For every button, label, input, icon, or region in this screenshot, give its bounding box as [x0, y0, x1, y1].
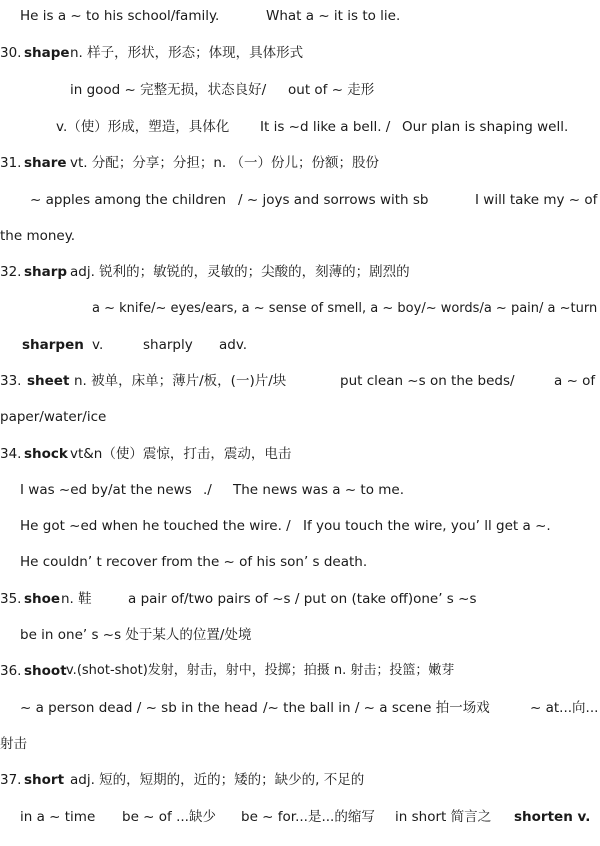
entry-number: 33. [0, 373, 22, 389]
entry-number: 36. [0, 663, 22, 679]
definition: v.(shot-shot)发射，射击，射中，投掷；拍摄 n. 射击；投篮；嫩芽 [66, 663, 455, 678]
example-text: What a ~ it is to lie. [266, 8, 401, 24]
headword: short [24, 772, 65, 788]
example-text: If you touch the wire, you’ ll get a ~. [303, 518, 551, 534]
example-text: a ~ of [554, 373, 596, 389]
definition: adj. 短的，短期的，近的；矮的；缺少的, 不足的 [70, 772, 365, 788]
definition: vt&n（使）震惊，打击，震动，电击 [70, 446, 292, 462]
definition: adj. 锐利的；敏锐的，灵敏的；尖酸的，刻薄的；剧烈的 [70, 264, 410, 280]
entry-number: 31. [0, 155, 22, 171]
part-of-speech: adv. [219, 337, 248, 353]
headword: shoot [24, 663, 67, 679]
example-text: /~ the ball in / ~ a scene 拍一场戏 [263, 700, 490, 716]
headword: sharp [24, 264, 68, 280]
definition: v.（使）形成，塑造，具体化 [56, 119, 230, 135]
example-text: in short 简言之 [395, 809, 492, 825]
part-of-speech: v. [92, 337, 104, 353]
example-text: It is ~d like a bell. / [260, 119, 391, 135]
example-text: be ~ for...是...的缩写 [241, 809, 375, 825]
headword: shape [24, 45, 70, 61]
example-text: ~ at...向... [530, 700, 599, 716]
definition: n. 被单，床单；薄片/板，(一)片/块 [74, 373, 287, 389]
derived-word: sharpen [22, 337, 84, 353]
example-text: I was ~ed by/at the news [20, 482, 192, 498]
example-text: be ~ of ...缺少 [122, 809, 216, 825]
example-text: ./ [203, 482, 212, 498]
example-text: be in one’ s ~s 处于某人的位置/处境 [20, 627, 252, 643]
example-text: ~ apples among the children [30, 192, 227, 208]
headword: sheet [27, 373, 70, 389]
definition: n. 样子，形状，形态；体现，具体形式 [70, 45, 304, 61]
example-text: He couldn’ t recover from the ~ of his son’ s death. [20, 554, 368, 570]
example-text: the money. [0, 228, 76, 244]
example-text: 射击 [0, 736, 27, 752]
derived-word: shorten v. [514, 809, 591, 825]
example-text: Our plan is shaping well. [402, 119, 569, 135]
example-text: out of ~ 走形 [288, 82, 375, 98]
headword: shoe [24, 591, 61, 607]
entry-number: 30. [0, 45, 22, 61]
example-text: He is a ~ to his school/family. [20, 8, 220, 24]
example-text: put clean ~s on the beds/ [340, 373, 515, 389]
example-text: ~ a person dead / ~ sb in the head [20, 700, 258, 716]
example-text: / ~ joys and sorrows with sb [238, 192, 429, 208]
example-text: a ~ knife/~ eyes/ears, a ~ sense of smell, a ~ boy/~ words/a ~ pain/ a ~turn [92, 301, 598, 316]
entry-number: 35. [0, 591, 22, 607]
example-text: paper/water/ice [0, 409, 107, 425]
entry-number: 37. [0, 772, 22, 788]
entry-number: 34. [0, 446, 22, 462]
example-text: I will take my ~ of [475, 192, 598, 208]
entry-number: 32. [0, 264, 22, 280]
example-text: The news was a ~ to me. [233, 482, 405, 498]
definition: n. 鞋 [61, 591, 92, 607]
example-text: He got ~ed when he touched the wire. / [20, 518, 291, 534]
headword: share [24, 155, 67, 171]
example-text: in a ~ time [20, 809, 96, 825]
headword: shock [24, 446, 68, 462]
example-text: in good ~ 完整无损，状态良好/ [70, 82, 267, 98]
example-text: a pair of/two pairs of ~s / put on (take off)one’ s ~s [128, 591, 477, 607]
derived-word: sharply [143, 337, 193, 353]
definition: vt. 分配；分享；分担；n. （一）份儿；份额；股份 [70, 155, 380, 171]
